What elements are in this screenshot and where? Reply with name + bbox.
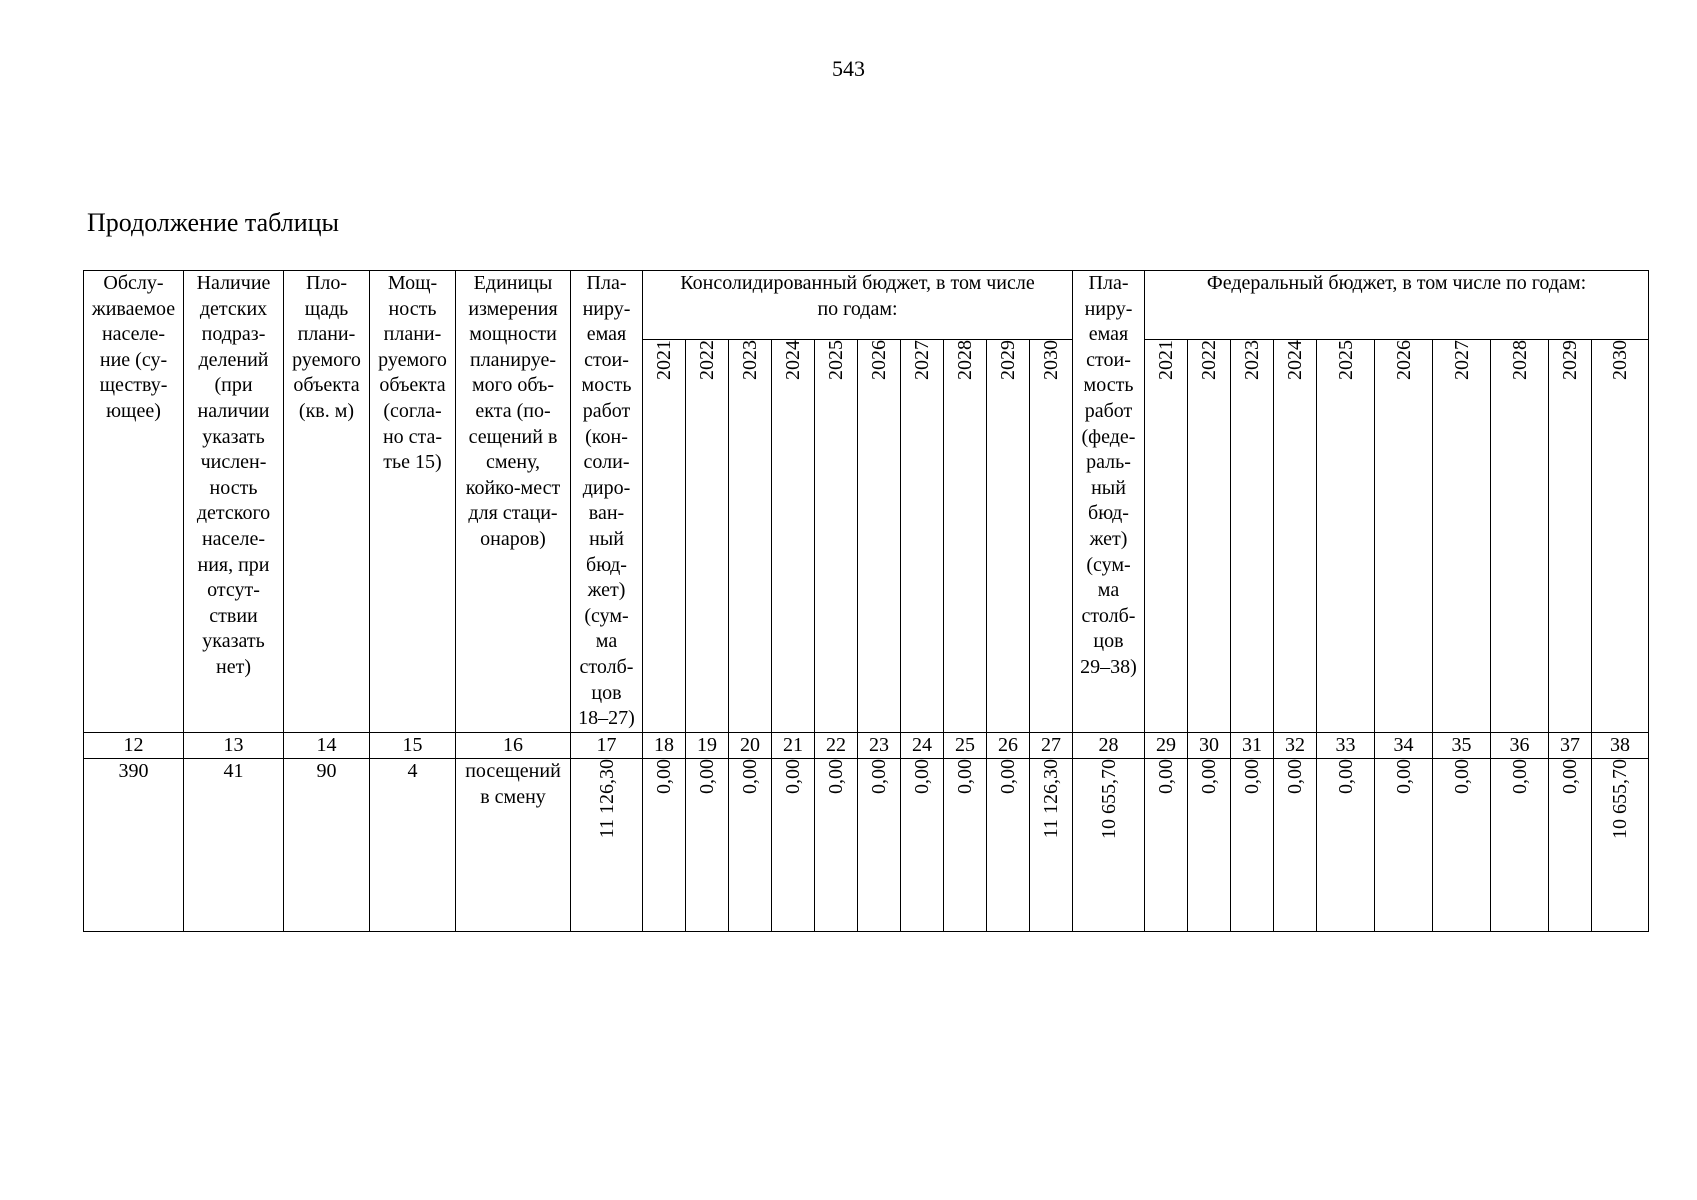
column-number-18: 18 — [643, 732, 686, 759]
cell-consolidated-2023-value: 0,00 — [739, 759, 761, 795]
consolidated-year-2029 — [987, 340, 1030, 732]
text-line: (феде- — [1081, 425, 1136, 448]
column-number-25: 25 — [944, 732, 987, 759]
cell-consolidated-2023 — [729, 759, 772, 932]
cell-consolidated-2024-value: 0,00 — [782, 759, 804, 795]
cell-federal-2024 — [1274, 759, 1317, 932]
federal-year-label: 2027 — [1450, 340, 1473, 381]
text-line: отсут- — [207, 579, 260, 602]
consolidated-year-2024 — [772, 340, 815, 732]
cell-federal-2028-value: 0,00 — [1508, 759, 1531, 795]
cell-consolidated-2026 — [858, 759, 901, 932]
column-number-17: 17 — [571, 732, 643, 759]
header-child-units — [184, 271, 284, 733]
text-line: тье 15) — [383, 451, 442, 474]
column-number-26: 26 — [987, 732, 1030, 759]
text-line: бюд- — [586, 553, 627, 576]
text-line: посещений — [465, 760, 561, 783]
text-line: по годам: — [817, 297, 898, 320]
text-line: (сум- — [1086, 553, 1131, 576]
text-line: (кон- — [585, 425, 628, 448]
text-line: указать — [202, 630, 265, 653]
cell-federal-2029 — [1549, 759, 1592, 932]
cell-federal-2027-value: 0,00 — [1450, 759, 1473, 795]
table-continuation-caption: Продолжение таблицы — [87, 208, 339, 237]
cell-consolidated-2021 — [643, 759, 686, 932]
text-line: мость — [581, 374, 632, 397]
consolidated-year-label: 2023 — [739, 340, 761, 381]
text-line: смену, — [485, 451, 541, 474]
cell-consolidated-2022 — [686, 759, 729, 932]
cell-federal-2024-value: 0,00 — [1284, 759, 1306, 795]
text-line: стои- — [584, 348, 629, 371]
text-line: наличии — [197, 399, 270, 422]
federal-year-label: 2028 — [1508, 340, 1531, 381]
consolidated-year-label: 2026 — [868, 340, 890, 381]
text-line: диро- — [582, 476, 631, 499]
text-line: цов — [1093, 630, 1124, 653]
cell-consolidated-2027-value: 0,00 — [911, 759, 933, 795]
text-line: Единицы — [473, 272, 553, 294]
header-federal-budget-group — [1145, 271, 1649, 340]
text-line: плани- — [297, 323, 356, 346]
consolidated-year-2025 — [815, 340, 858, 732]
federal-year-2023 — [1231, 340, 1274, 732]
text-line: койко-мест — [465, 476, 561, 499]
federal-year-label: 2024 — [1284, 340, 1306, 381]
text-line: екта (по- — [475, 399, 551, 422]
column-number-12: 12 — [84, 732, 184, 759]
header-consolidated-budget-group — [643, 271, 1073, 340]
cell-consolidated-2030-value: 11 126,30 — [1040, 759, 1062, 839]
text-line: детского — [196, 502, 271, 525]
text-line: указать — [202, 425, 265, 448]
cell-consolidated-2026-value: 0,00 — [868, 759, 890, 795]
cell-federal-cost-value: 10 655,70 — [1097, 759, 1120, 840]
cell-capacity-units — [456, 759, 571, 932]
column-number-31: 31 — [1231, 732, 1274, 759]
federal-year-2028 — [1491, 340, 1549, 732]
cell-federal-2022 — [1188, 759, 1231, 932]
text-line: 29–38) — [1080, 655, 1137, 678]
consolidated-year-label: 2025 — [825, 340, 847, 381]
text-line: числен- — [200, 451, 267, 474]
cell-federal-2029-value: 0,00 — [1559, 759, 1581, 795]
text-line: щадь — [304, 297, 349, 320]
text-line: планируе- — [470, 348, 556, 371]
text-line: ниру- — [1084, 297, 1133, 320]
cell-consolidated-2030 — [1030, 759, 1073, 932]
cell-federal-2026 — [1375, 759, 1433, 932]
text-line: Консолидированный бюджет, в том числе — [680, 272, 1035, 294]
text-line: Наличие — [196, 272, 271, 294]
text-line: ществу- — [99, 374, 168, 397]
federal-year-2021 — [1145, 340, 1188, 732]
federal-year-label: 2029 — [1559, 340, 1581, 381]
cell-federal-2023-value: 0,00 — [1241, 759, 1263, 795]
consolidated-year-label: 2024 — [782, 340, 804, 381]
cell-consolidated-2028-value: 0,00 — [954, 759, 976, 795]
consolidated-year-2022 — [686, 340, 729, 732]
header-served-population — [84, 271, 184, 733]
cell-federal-2021 — [1145, 759, 1188, 932]
text-line: но ста- — [382, 425, 443, 448]
cell-consolidated-2024 — [772, 759, 815, 932]
column-number-13: 13 — [184, 732, 284, 759]
cell-planned-area: 90 — [284, 759, 370, 932]
text-line: ствии — [209, 604, 258, 627]
text-line: бюд- — [1088, 502, 1129, 525]
cell-federal-cost — [1073, 759, 1145, 932]
text-line: Обслу- — [103, 272, 164, 294]
text-line: работ — [1084, 399, 1133, 422]
federal-year-2022 — [1188, 340, 1231, 732]
text-line: в смену — [480, 785, 546, 808]
text-line: населе- — [201, 527, 266, 550]
column-number-27: 27 — [1030, 732, 1073, 759]
text-line: ма — [1097, 579, 1120, 602]
text-line: детских — [199, 297, 268, 320]
text-line: Пло- — [305, 272, 348, 294]
consolidated-year-label: 2028 — [954, 340, 976, 381]
budget-table — [83, 270, 1649, 932]
text-line: населе- — [101, 323, 166, 346]
column-number-38: 38 — [1592, 732, 1649, 759]
consolidated-year-2028 — [944, 340, 987, 732]
consolidated-year-label: 2027 — [911, 340, 933, 381]
federal-year-2029 — [1549, 340, 1592, 732]
text-line: (кв. м) — [298, 399, 355, 422]
cell-federal-2030 — [1592, 759, 1649, 932]
text-line: делений — [198, 348, 269, 371]
cell-consolidated-2022-value: 0,00 — [696, 759, 718, 795]
cell-federal-2027 — [1433, 759, 1491, 932]
text-line: объекта — [379, 374, 446, 397]
text-line: работ — [582, 399, 631, 422]
column-number-15: 15 — [370, 732, 456, 759]
text-line: соли- — [583, 451, 630, 474]
header-planned-area — [284, 271, 370, 733]
federal-year-label: 2021 — [1155, 340, 1177, 381]
consolidated-year-label: 2021 — [653, 340, 675, 381]
text-line: для стаци- — [468, 502, 558, 525]
header-consolidated-cost — [571, 271, 643, 733]
consolidated-year-label: 2029 — [997, 340, 1019, 381]
cell-consolidated-cost — [571, 759, 643, 932]
cell-federal-2021-value: 0,00 — [1155, 759, 1177, 795]
column-number-33: 33 — [1317, 732, 1375, 759]
consolidated-year-2026 — [858, 340, 901, 732]
text-line: руемого — [378, 348, 447, 371]
text-line: ность — [388, 297, 437, 320]
column-number-20: 20 — [729, 732, 772, 759]
consolidated-cost-value: 11 126,30 — [595, 759, 618, 839]
column-number-24: 24 — [901, 732, 944, 759]
column-number-37: 37 — [1549, 732, 1592, 759]
cell-consolidated-2028 — [944, 759, 987, 932]
federal-year-2027 — [1433, 340, 1491, 732]
header-row-1 — [84, 271, 1649, 340]
text-line: ния, при — [197, 553, 270, 576]
column-number-29: 29 — [1145, 732, 1188, 759]
text-line: стои- — [1086, 348, 1131, 371]
text-line: мощности — [469, 323, 557, 346]
header-planned-capacity — [370, 271, 456, 733]
federal-year-label: 2025 — [1334, 340, 1357, 381]
cell-consolidated-2025 — [815, 759, 858, 932]
cell-federal-2023 — [1231, 759, 1274, 932]
consolidated-year-label: 2022 — [696, 340, 718, 381]
cell-planned-capacity: 4 — [370, 759, 456, 932]
text-line: онаров) — [480, 527, 546, 550]
text-line: ниру- — [582, 297, 631, 320]
column-number-36: 36 — [1491, 732, 1549, 759]
header-capacity-units — [456, 271, 571, 733]
consolidated-year-2030 — [1030, 340, 1073, 732]
text-line: столб- — [1081, 604, 1136, 627]
text-line: 18–27) — [578, 707, 635, 730]
text-line: раль- — [1086, 451, 1131, 474]
cell-consolidated-2029 — [987, 759, 1030, 932]
cell-federal-2022-value: 0,00 — [1198, 759, 1220, 795]
federal-year-2025 — [1317, 340, 1375, 732]
text-line: нет) — [216, 655, 251, 678]
column-number-16: 16 — [456, 732, 571, 759]
cell-federal-2025-value: 0,00 — [1334, 759, 1357, 795]
text-line: измерения — [468, 297, 558, 320]
column-number-14: 14 — [284, 732, 370, 759]
text-line: (сум- — [584, 604, 629, 627]
cell-consolidated-2029-value: 0,00 — [997, 759, 1019, 795]
text-line: ный — [1091, 476, 1126, 499]
page-number: 543 — [832, 56, 865, 81]
column-number-19: 19 — [686, 732, 729, 759]
header-federal-cost — [1073, 271, 1145, 733]
federal-year-label: 2023 — [1241, 340, 1263, 381]
federal-year-label: 2030 — [1609, 340, 1632, 381]
federal-year-2024 — [1274, 340, 1317, 732]
federal-year-label: 2022 — [1198, 340, 1220, 381]
column-number-30: 30 — [1188, 732, 1231, 759]
text-line: ван- — [588, 502, 625, 525]
text-line: сещений в — [468, 425, 558, 448]
column-number-28: 28 — [1073, 732, 1145, 759]
cell-federal-2028 — [1491, 759, 1549, 932]
text-line: Пла- — [586, 272, 627, 294]
text-line: руемого — [292, 348, 361, 371]
column-number-row — [84, 732, 1649, 759]
text-line: ние (су- — [99, 348, 168, 371]
text-line: ющее) — [106, 399, 161, 422]
text-line: плани- — [383, 323, 442, 346]
text-line: Мощ- — [387, 272, 438, 294]
cell-federal-2025 — [1317, 759, 1375, 932]
column-number-35: 35 — [1433, 732, 1491, 759]
column-number-32: 32 — [1274, 732, 1317, 759]
text-line: объекта — [293, 374, 360, 397]
cell-child-units: 41 — [184, 759, 284, 932]
text-line: мость — [1083, 374, 1134, 397]
text-line: ность — [209, 476, 258, 499]
text-line: цов — [591, 681, 622, 704]
cell-consolidated-2025-value: 0,00 — [825, 759, 847, 795]
text-line: подраз- — [201, 323, 266, 346]
consolidated-year-2027 — [901, 340, 944, 732]
consolidated-year-label: 2030 — [1040, 340, 1062, 381]
text-line: живаемое — [91, 297, 176, 320]
cell-consolidated-2021-value: 0,00 — [653, 759, 675, 795]
column-number-22: 22 — [815, 732, 858, 759]
text-line: емая — [1088, 323, 1129, 346]
cell-federal-2030-value: 10 655,70 — [1609, 759, 1632, 840]
cell-consolidated-2027 — [901, 759, 944, 932]
text-line: (согла- — [383, 399, 442, 422]
federal-year-2030 — [1592, 340, 1649, 732]
cell-served-population: 390 — [84, 759, 184, 932]
text-line: Пла- — [1088, 272, 1129, 294]
federal-year-2026 — [1375, 340, 1433, 732]
text-line: жет) — [1089, 527, 1128, 550]
consolidated-year-2021 — [643, 340, 686, 732]
column-number-23: 23 — [858, 732, 901, 759]
consolidated-year-2023 — [729, 340, 772, 732]
text-line: мого объ- — [471, 374, 555, 397]
text-line: Федеральный бюджет, в том числе по годам: — [1206, 272, 1587, 294]
column-number-21: 21 — [772, 732, 815, 759]
text-line: столб- — [579, 655, 634, 678]
text-line: ма — [595, 630, 618, 653]
cell-federal-2026-value: 0,00 — [1392, 759, 1415, 795]
text-line: ный — [589, 527, 624, 550]
column-number-34: 34 — [1375, 732, 1433, 759]
text-line: емая — [586, 323, 627, 346]
federal-year-label: 2026 — [1392, 340, 1415, 381]
text-line: (при — [214, 374, 253, 397]
data-row — [84, 759, 1649, 932]
text-line: жет) — [587, 579, 626, 602]
